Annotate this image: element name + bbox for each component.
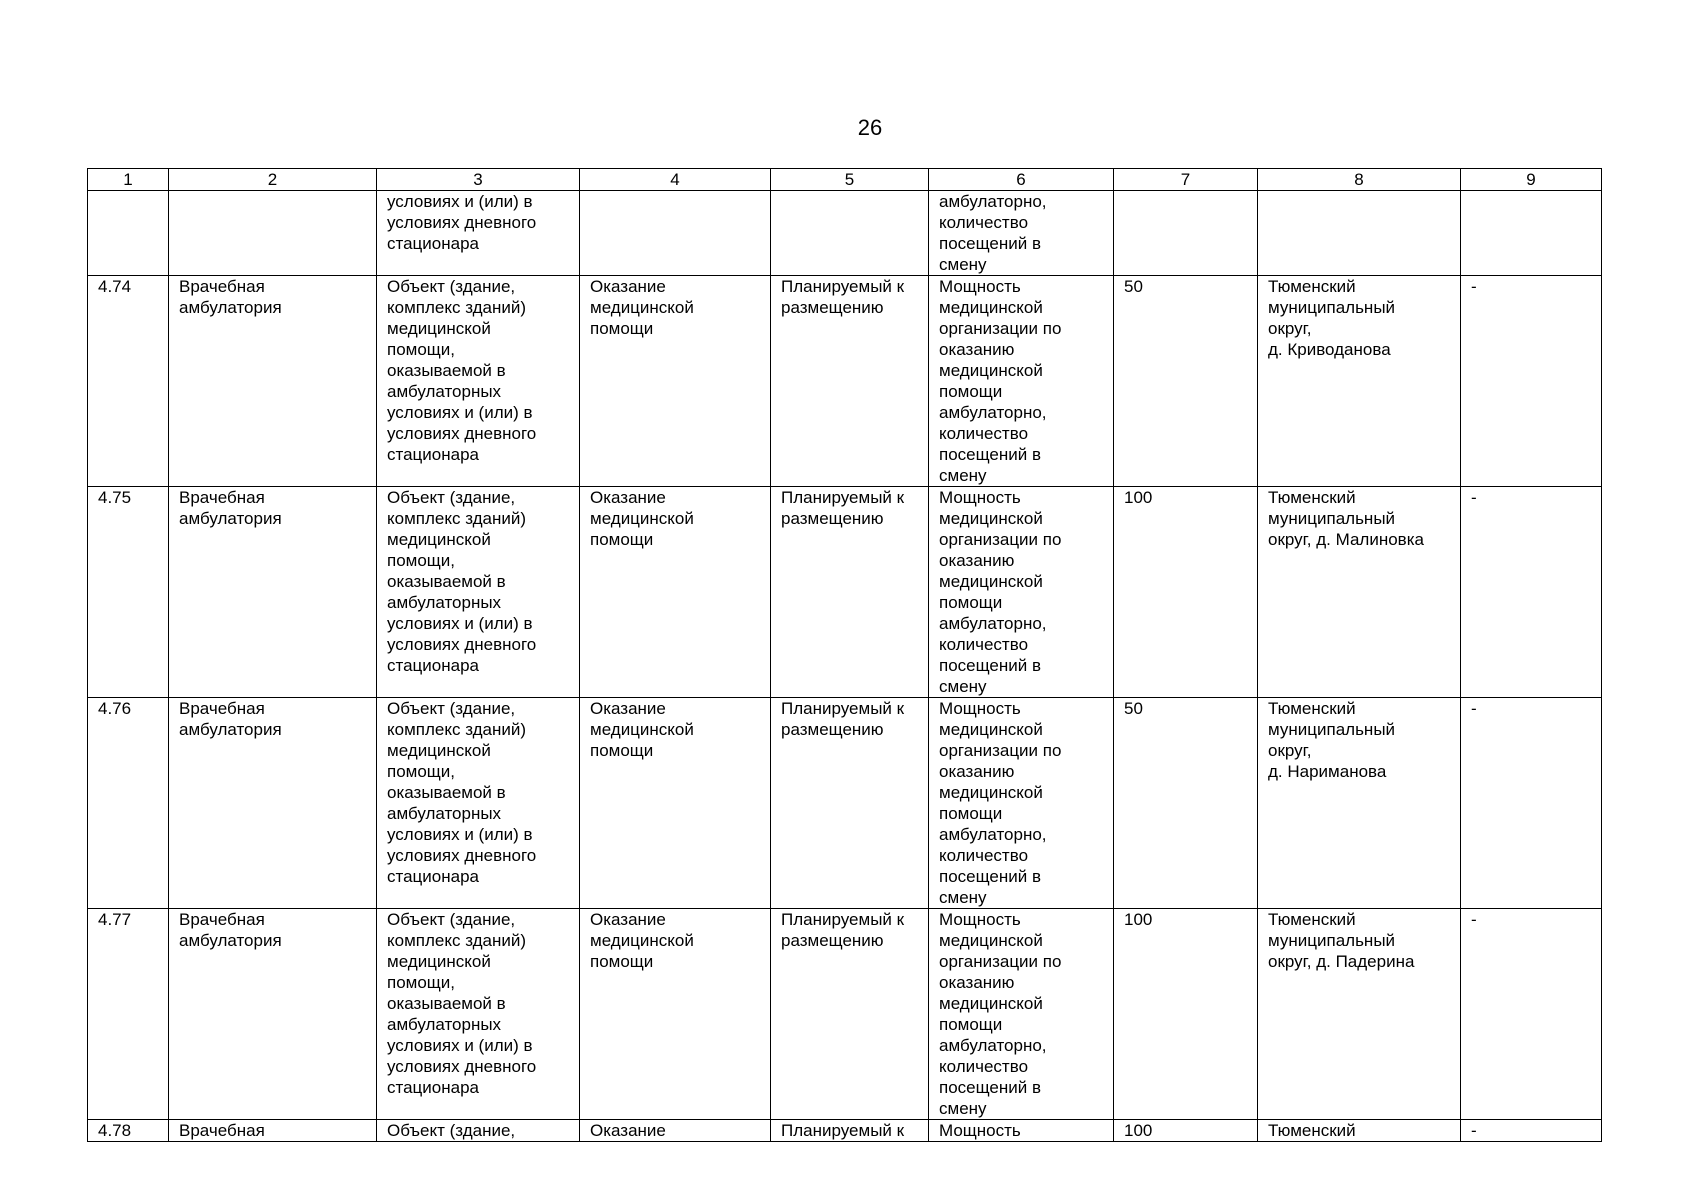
location-cell: Тюменский муниципальный округ, д. Малиновка [1258, 487, 1461, 698]
purpose-cell: Оказание медицинской помощи [580, 698, 771, 909]
object-name-cell: Врачебная амбулатория [169, 698, 377, 909]
value-cell: 50 [1114, 698, 1258, 909]
object-table [87, 168, 1602, 1142]
zone-cell: - [1461, 1120, 1602, 1142]
status-cell: Планируемый к [771, 1120, 929, 1142]
location-cell: Тюменский муниципальный округ, д. Криводанова [1258, 276, 1461, 487]
object-type-cell: Объект (здание, комплекс зданий) медицинской помощи, оказываемой в амбулаторных условиях и (или) в условиях дневного стационара [377, 276, 580, 487]
table-cell [1114, 191, 1258, 276]
characteristic-cell: Мощность [929, 1120, 1114, 1142]
row-number-cell: 4.76 [88, 698, 169, 909]
status-cell: Планируемый к размещению [771, 909, 929, 1120]
location-cell: Тюменский [1258, 1120, 1461, 1142]
object-name-cell: Врачебная [169, 1120, 377, 1142]
column-header-2: 2 [169, 169, 377, 191]
object-type-cell: Объект (здание, комплекс зданий) медицинской помощи, оказываемой в амбулаторных условиях и (или) в условиях дневного стационара [377, 698, 580, 909]
column-header-5: 5 [771, 169, 929, 191]
table-row [88, 487, 1602, 698]
column-header-8: 8 [1258, 169, 1461, 191]
table-row [88, 1120, 1602, 1142]
column-header-9: 9 [1461, 169, 1602, 191]
purpose-cell: Оказание медицинской помощи [580, 276, 771, 487]
row-number-cell: 4.77 [88, 909, 169, 1120]
value-cell: 100 [1114, 487, 1258, 698]
table-row-continuation [88, 191, 1602, 276]
status-cell: Планируемый к размещению [771, 276, 929, 487]
table-cell [1461, 191, 1602, 276]
row-number-cell: 4.75 [88, 487, 169, 698]
value-cell: 100 [1114, 1120, 1258, 1142]
object-type-cell: условиях и (или) в условиях дневного стационара [377, 191, 580, 276]
table-cell [88, 191, 169, 276]
object-name-cell: Врачебная амбулатория [169, 487, 377, 698]
location-cell: Тюменский муниципальный округ, д. Нариманова [1258, 698, 1461, 909]
table-cell [169, 191, 377, 276]
table-row [88, 909, 1602, 1120]
column-header-3: 3 [377, 169, 580, 191]
table-row [88, 698, 1602, 909]
zone-cell: - [1461, 487, 1602, 698]
zone-cell: - [1461, 909, 1602, 1120]
object-type-cell: Объект (здание, комплекс зданий) медицинской помощи, оказываемой в амбулаторных условиях и (или) в условиях дневного стационара [377, 909, 580, 1120]
characteristic-cell: Мощность медицинской организации по оказанию медицинской помощи амбулаторно, количество посещений в смену [929, 276, 1114, 487]
column-header-1: 1 [88, 169, 169, 191]
zone-cell: - [1461, 276, 1602, 487]
characteristic-cell: Мощность медицинской организации по оказанию медицинской помощи амбулаторно, количество посещений в смену [929, 698, 1114, 909]
status-cell: Планируемый к размещению [771, 487, 929, 698]
purpose-cell: Оказание медицинской помощи [580, 487, 771, 698]
page-number: 26 [857, 115, 883, 140]
table-cell [771, 191, 929, 276]
value-cell: 50 [1114, 276, 1258, 487]
row-number-cell: 4.78 [88, 1120, 169, 1142]
value-cell: 100 [1114, 909, 1258, 1120]
location-cell: Тюменский муниципальный округ, д. Падерина [1258, 909, 1461, 1120]
column-header-4: 4 [580, 169, 771, 191]
characteristic-cell: Мощность медицинской организации по оказанию медицинской помощи амбулаторно, количество посещений в смену [929, 487, 1114, 698]
characteristic-cell: Мощность медицинской организации по оказанию медицинской помощи амбулаторно, количество посещений в смену [929, 909, 1114, 1120]
characteristic-cell: амбулаторно, количество посещений в смену [929, 191, 1114, 276]
table-cell [580, 191, 771, 276]
purpose-cell: Оказание [580, 1120, 771, 1142]
row-number-cell: 4.74 [88, 276, 169, 487]
object-name-cell: Врачебная амбулатория [169, 909, 377, 1120]
column-header-7: 7 [1114, 169, 1258, 191]
column-header-6: 6 [929, 169, 1114, 191]
object-type-cell: Объект (здание, комплекс зданий) медицинской помощи, оказываемой в амбулаторных условиях и (или) в условиях дневного стационара [377, 487, 580, 698]
table-row [88, 276, 1602, 487]
object-name-cell: Врачебная амбулатория [169, 276, 377, 487]
table-cell [1258, 191, 1461, 276]
purpose-cell: Оказание медицинской помощи [580, 909, 771, 1120]
zone-cell: - [1461, 698, 1602, 909]
column-number-row [88, 169, 1602, 191]
status-cell: Планируемый к размещению [771, 698, 929, 909]
object-type-cell: Объект (здание, [377, 1120, 580, 1142]
